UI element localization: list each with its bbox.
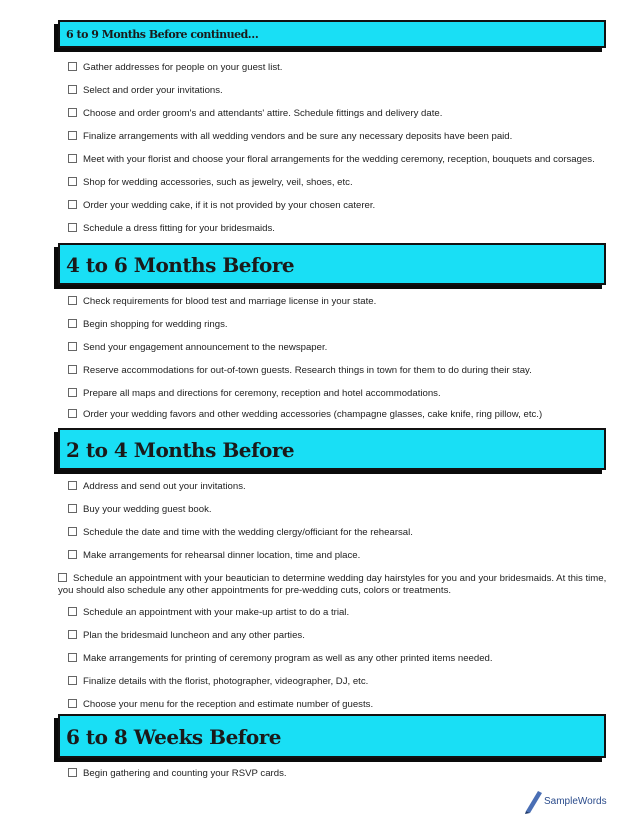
checklist-item-text: Order your wedding favors and other wedding accessories (champagne glasses, cake knife, ring pillow, etc.) <box>83 409 543 420</box>
checkbox-icon[interactable] <box>68 409 77 418</box>
checklist-item-text: Gather addresses for people on your guest list. <box>83 62 283 73</box>
checkbox-icon[interactable] <box>68 131 77 140</box>
section-banner-4-6-months <box>58 243 606 285</box>
checklist-item <box>68 108 608 120</box>
checklist-item-text: Choose and order groom's and attendants' attire. Schedule fittings and delivery date. <box>83 108 443 119</box>
checkbox-icon[interactable] <box>68 607 77 616</box>
checklist-item <box>58 573 608 597</box>
checkbox-icon[interactable] <box>58 573 67 582</box>
logo-text: SampleWords <box>544 796 607 807</box>
checklist-item-text: Make arrangements for rehearsal dinner location, time and place. <box>83 550 361 561</box>
checklist-item <box>68 481 608 493</box>
checklist-item <box>68 388 608 400</box>
checklist-item <box>68 177 608 189</box>
checkbox-icon[interactable] <box>68 699 77 708</box>
checkbox-icon[interactable] <box>68 481 77 490</box>
checkbox-icon[interactable] <box>68 108 77 117</box>
checklist-item <box>68 653 608 665</box>
section-title: 4 to 6 Months Before <box>66 253 295 277</box>
checklist-item-text: Order your wedding cake, if it is not provided by your chosen caterer. <box>83 200 376 211</box>
checklist-item <box>68 607 608 619</box>
checklist-item <box>68 504 608 516</box>
checklist-item <box>68 223 608 235</box>
checkbox-icon[interactable] <box>68 676 77 685</box>
checklist-item <box>68 365 608 377</box>
checkbox-icon[interactable] <box>68 296 77 305</box>
checklist-item <box>68 85 608 97</box>
section-banner-2-4-months <box>58 428 606 470</box>
checklist-item-text: Begin shopping for wedding rings. <box>83 319 228 330</box>
checkbox-icon[interactable] <box>68 630 77 639</box>
checkbox-icon[interactable] <box>68 319 77 328</box>
checklist-item-text: Send your engagement announcement to the newspaper. <box>83 342 328 353</box>
checkbox-icon[interactable] <box>68 365 77 374</box>
checklist-item-text: Choose your menu for the reception and estimate number of guests. <box>83 699 374 710</box>
checkbox-icon[interactable] <box>68 388 77 397</box>
checklist-item-text: Finalize arrangements with all wedding vendors and be sure any necessary deposits have been paid. <box>83 131 513 142</box>
pen-icon <box>522 787 546 815</box>
section-banner-6-8-weeks <box>58 714 606 758</box>
checklist-item <box>68 768 608 780</box>
checkbox-icon[interactable] <box>68 154 77 163</box>
section-title: 6 to 8 Weeks Before <box>66 725 281 749</box>
checklist-item-text: Schedule an appointment with your beautician to determine wedding day hairstyles for you and your bridesmaids. At this time, you should also schedule any other appointments for pre-wedding cuts, colors or treatments. <box>58 573 607 596</box>
checklist-item-text: Schedule a dress fitting for your bridesmaids. <box>83 223 275 234</box>
checklist-item-text: Meet with your florist and choose your floral arrangements for the wedding ceremony, reception, bouquets and corsages. <box>83 154 595 165</box>
checkbox-icon[interactable] <box>68 223 77 232</box>
checklist-item-text: Schedule an appointment with your make-up artist to do a trial. <box>83 607 350 618</box>
checkbox-icon[interactable] <box>68 342 77 351</box>
section-title: 6 to 9 Months Before continued… <box>66 28 259 41</box>
checklist-item <box>68 200 608 212</box>
checklist-item <box>68 676 608 688</box>
checklist-item-text: Schedule the date and time with the wedding clergy/officiant for the rehearsal. <box>83 527 413 538</box>
checkbox-icon[interactable] <box>68 550 77 559</box>
checklist-item <box>68 409 608 421</box>
checklist-item <box>68 296 608 308</box>
checklist-item-text: Check requirements for blood test and marriage license in your state. <box>83 296 377 307</box>
checklist-item-text: Begin gathering and counting your RSVP cards. <box>83 768 287 779</box>
checklist-item <box>68 154 608 166</box>
checklist-item-text: Plan the bridesmaid luncheon and any other parties. <box>83 630 305 641</box>
checklist-item-text: Select and order your invitations. <box>83 85 223 96</box>
checkbox-icon[interactable] <box>68 527 77 536</box>
checkbox-icon[interactable] <box>68 768 77 777</box>
section-title: 2 to 4 Months Before <box>66 438 295 462</box>
checklist-item <box>68 630 608 642</box>
checklist-item <box>68 342 608 354</box>
checklist-item-text: Buy your wedding guest book. <box>83 504 212 515</box>
checklist-item-text: Make arrangements for printing of ceremony program as well as any other printed items needed. <box>83 653 493 664</box>
checkbox-icon[interactable] <box>68 177 77 186</box>
checkbox-icon[interactable] <box>68 62 77 71</box>
checklist-item-text: Address and send out your invitations. <box>83 481 246 492</box>
checklist-item <box>68 699 608 711</box>
samplewords-logo <box>520 787 610 815</box>
checklist-item-text: Prepare all maps and directions for ceremony, reception and hotel accommodations. <box>83 388 441 399</box>
checkbox-icon[interactable] <box>68 504 77 513</box>
checklist-item-text: Shop for wedding accessories, such as jewelry, veil, shoes, etc. <box>83 177 353 188</box>
checklist-item-text: Finalize details with the florist, photographer, videographer, DJ, etc. <box>83 676 369 687</box>
checkbox-icon[interactable] <box>68 85 77 94</box>
checklist-item <box>68 62 608 74</box>
checklist-item <box>68 131 608 143</box>
checklist-item <box>68 319 608 331</box>
checklist-item <box>68 550 608 562</box>
checkbox-icon[interactable] <box>68 653 77 662</box>
section-banner-6-9-months <box>58 20 606 48</box>
checklist-item-text: Reserve accommodations for out-of-town guests. Research things in town for them to do during their stay. <box>83 365 532 376</box>
checklist-item <box>68 527 608 539</box>
checkbox-icon[interactable] <box>68 200 77 209</box>
